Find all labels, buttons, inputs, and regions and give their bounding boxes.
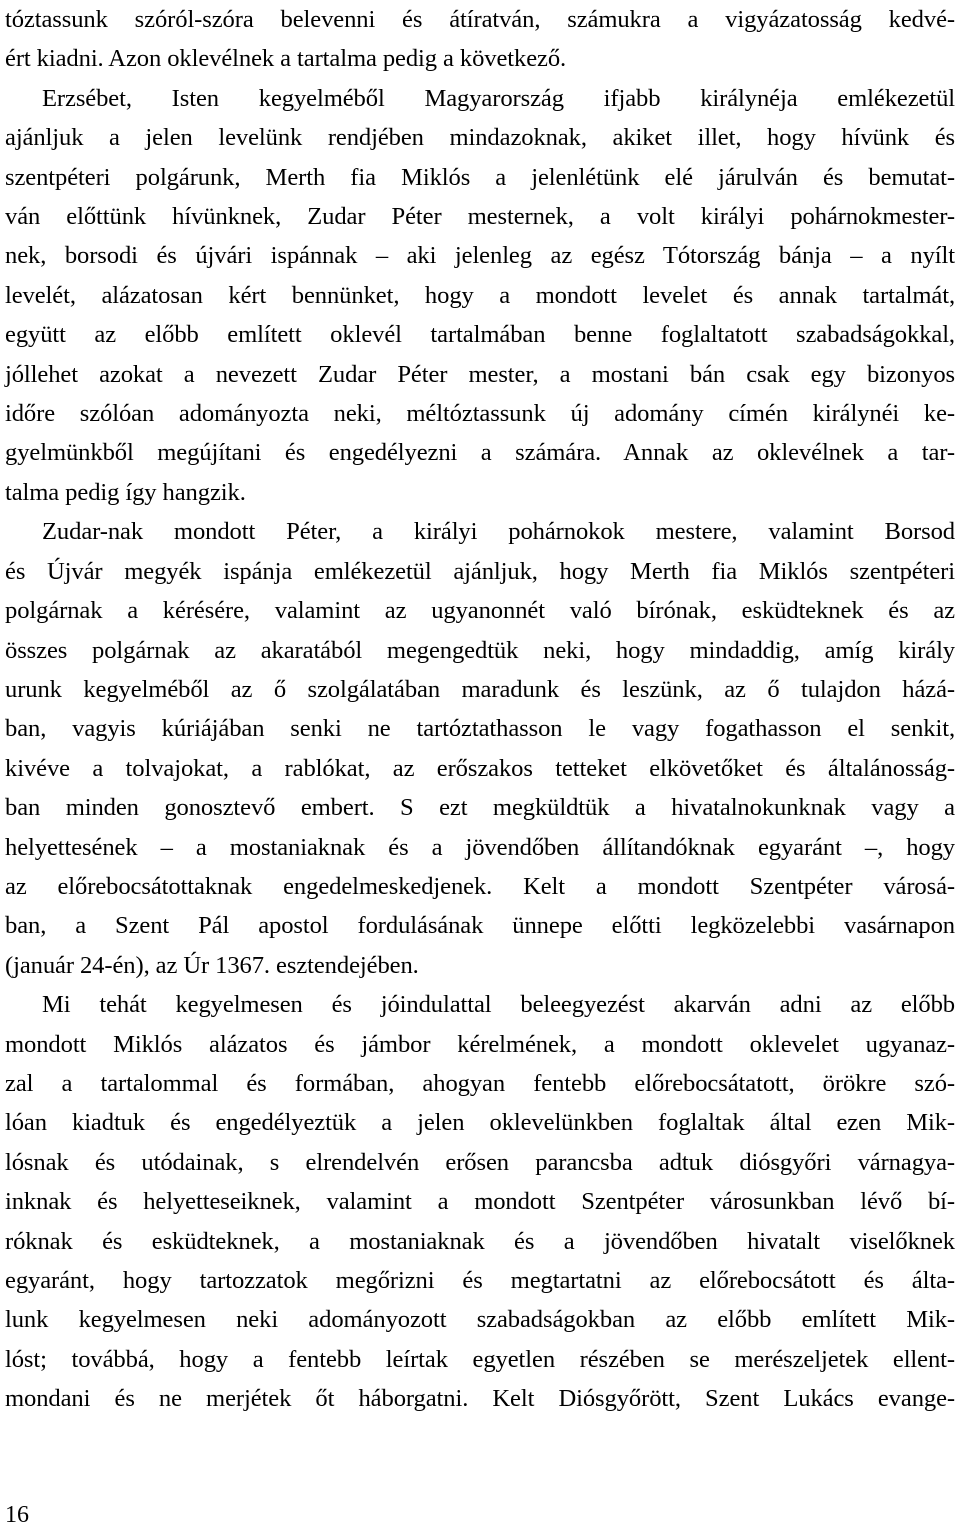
text-line: ajánljuk a jelen levelünk rendjében mindazoknak, akiket illet, hogy hívünk és xyxy=(5,124,955,152)
text-line: zal a tartalommal és formában, ahogyan fentebb előrebocsátatott, örökre szó- xyxy=(5,1069,955,1097)
text-line: Erzsébet, Isten kegyelméből Magyarország ifjabb királynéja emlékezetül xyxy=(42,84,955,112)
text-line: lóan kiadtuk és engedélyeztük a jelen oklevelünkben foglaltak által ezen Mik- xyxy=(5,1109,955,1137)
text-line: időre szólóan adományozta neki, méltóztassunk új adomány címén királynéi ke- xyxy=(5,400,955,428)
document-page xyxy=(5,0,955,1419)
paragraph-3 xyxy=(5,512,955,985)
text-line: lósnak és utódainak, s elrendelvén erősen parancsba adtuk diósgyőri várnagya- xyxy=(5,1148,955,1176)
text-line: urunk kegyelméből az ő szolgálatában maradunk és leszünk, az ő tulajdon házá- xyxy=(5,675,955,703)
text-line: mondani és ne merjétek őt háborgatni. Kelt Diósgyőrött, Szent Lukács evange- xyxy=(5,1385,955,1413)
text-line: ban, vagyis kúriájában senki ne tartóztathasson le vagy fogathasson el senkit, xyxy=(5,715,955,743)
page-number: 16 xyxy=(5,1502,29,1528)
text-line: (január 24-én), az Úr 1367. esztendejében. xyxy=(5,951,419,979)
text-line: tóztassunk szóról-szóra belevenni és átíratván, számukra a vigyázatosság kedvé- xyxy=(5,6,955,33)
text-line: ért kiadni. Azon oklevélnek a tartalma pedig a következő. xyxy=(5,45,567,73)
paragraph-4 xyxy=(5,985,955,1418)
text-line: egyaránt, hogy tartozzatok megőrizni és megtartatni az előrebocsátott és álta- xyxy=(5,1267,955,1294)
text-line: az előrebocsátottaknak engedelmeskedjenek. Kelt a mondott Szentpéter városá- xyxy=(5,872,955,900)
text-line: ban, a Szent Pál apostol fordulásának ünnepe előtti legközelebbi vasárnapon xyxy=(5,912,955,940)
text-line: polgárnak a kérésére, valamint az ugyanonnét való bírónak, esküdteknek és az xyxy=(5,597,955,625)
paragraph-1 xyxy=(5,0,955,79)
text-line: mondott Miklós alázatos és jámbor kérelmének, a mondott oklevelet ugyanaz- xyxy=(5,1030,955,1058)
paragraph-2 xyxy=(5,79,955,512)
text-line: róknak és esküdteknek, a mostaniaknak és a jövendőben hivatalt viselőknek xyxy=(5,1227,955,1255)
text-line: ban minden gonosztevő embert. S ezt megküldtük a hivatalnokunknak vagy a xyxy=(5,794,955,822)
text-line: és Újvár megyék ispánja emlékezetül ajánljuk, hogy Merth fia Miklós szentpéteri xyxy=(5,557,955,585)
text-line: lóst; továbbá, hogy a fentebb leírtak egyetlen részében se merészeljetek ellent- xyxy=(5,1345,955,1373)
text-line: levelét, alázatosan kért bennünket, hogy a mondott levelet és annak tartalmát, xyxy=(5,281,955,309)
text-line: lunk kegyelmesen neki adományozott szabadságokban az előbb említett Mik- xyxy=(5,1306,955,1334)
text-line: gyelmünkből megújítani és engedélyezni a számára. Annak az oklevélnek a tar- xyxy=(5,439,955,467)
text-line: inknak és helyetteseiknek, valamint a mondott Szentpéter városunkban lévő bí- xyxy=(5,1188,955,1216)
text-line: kivéve a tolvajokat, a rablókat, az erőszakos tetteket elkövetőket és általánosság- xyxy=(5,754,955,782)
text-line: Zudar-nak mondott Péter, a királyi pohárnokok mestere, valamint Borsod xyxy=(42,518,955,546)
text-line: Mi tehát kegyelmesen és jóindulattal beleegyezést akarván adni az előbb xyxy=(42,991,955,1019)
text-line: összes polgárnak az akaratából megengedtük neki, hogy mindaddig, amíg király xyxy=(5,636,955,664)
text-line: jóllehet azokat a nevezett Zudar Péter mester, a mostani bán csak egy bizonyos xyxy=(5,360,955,388)
text-line: szentpéteri polgárunk, Merth fia Miklós a jelenlétünk elé járulván és bemutat- xyxy=(5,163,955,191)
text-line: ván előttünk hívünknek, Zudar Péter mesternek, a volt királyi pohárnokmester- xyxy=(5,203,955,231)
text-line: helyettesének – a mostaniaknak és a jövendőben állítandóknak egyaránt –, hogy xyxy=(5,833,955,861)
text-line: nek, borsodi és újvári ispánnak – aki jelenleg az egész Tótország bánja – a nyílt xyxy=(5,242,955,270)
text-line: együtt az előbb említett oklevél tartalmában benne foglaltatott szabadságokkal, xyxy=(5,321,955,349)
text-line: talma pedig így hangzik. xyxy=(5,478,246,506)
